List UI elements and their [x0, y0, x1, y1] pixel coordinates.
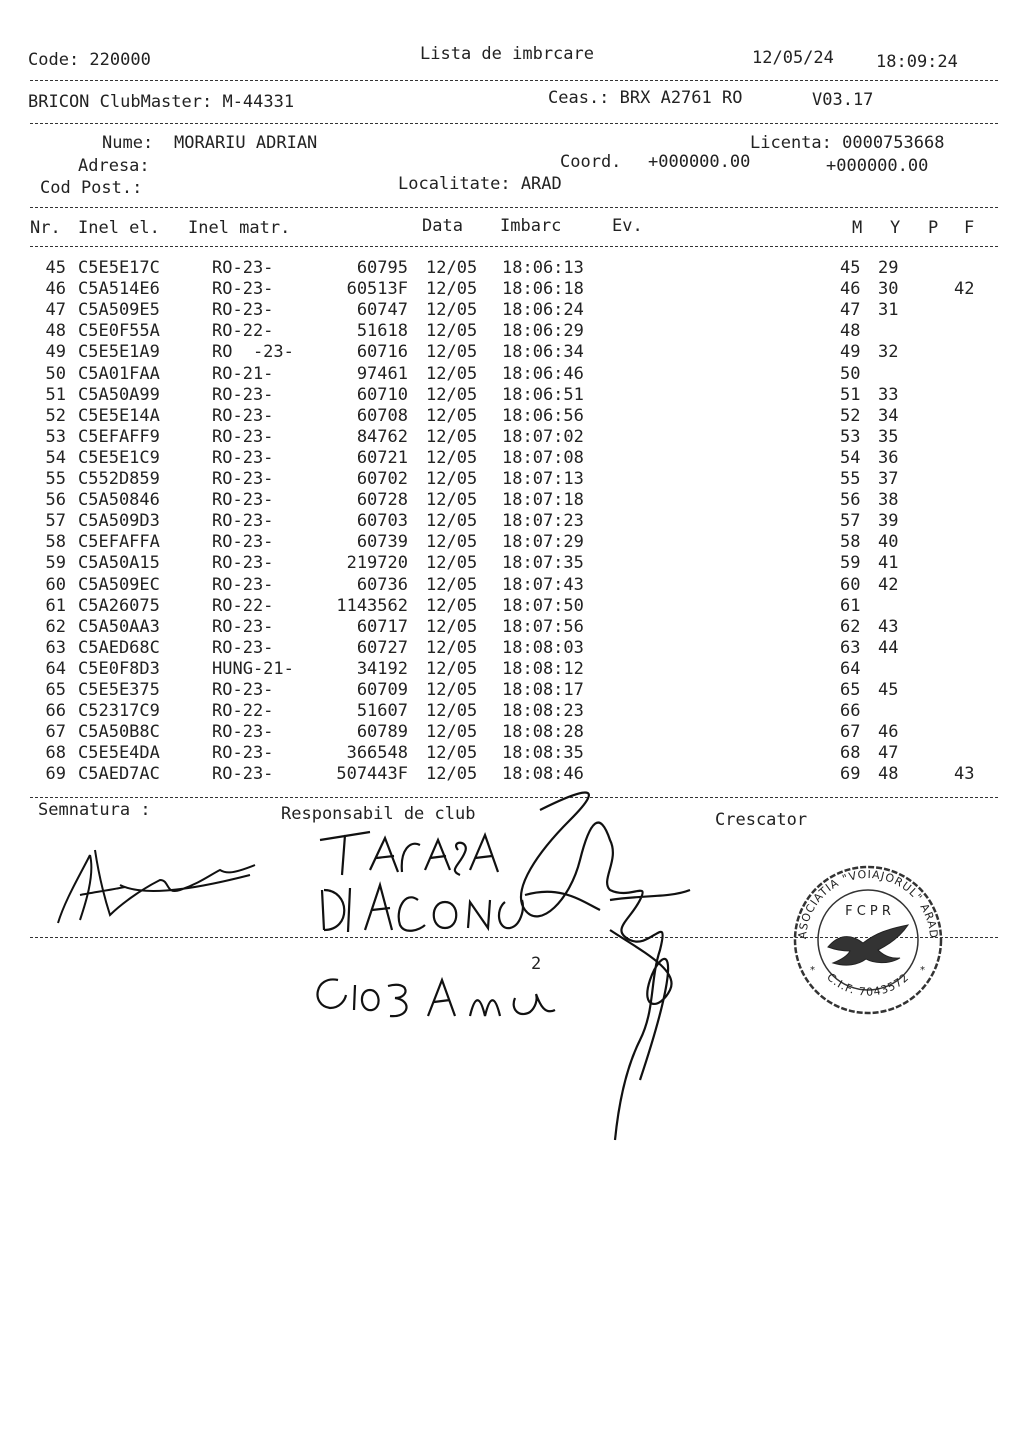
row-ring-number: 60728: [356, 490, 408, 511]
table-row: [0, 680, 1024, 701]
row-y: 31: [878, 300, 899, 321]
row-nr: 53: [45, 426, 66, 447]
row-m: 56: [840, 490, 861, 511]
row-arrival-time: 18:08:17: [502, 680, 584, 700]
row-arrival-time: 18:07:43: [502, 574, 584, 595]
row-m: 60: [840, 574, 861, 595]
row-m: 59: [840, 553, 861, 574]
table-row: [0, 722, 1024, 743]
row-m: 61: [840, 595, 861, 616]
stamp-middle-text: F C P R: [845, 904, 891, 919]
table-row: [0, 448, 1024, 469]
row-ring-number: 60716: [356, 342, 408, 363]
row-m: 52: [840, 405, 861, 426]
row-date: 12/05: [426, 384, 478, 405]
row-electronic-ring: C5A509D3: [78, 511, 160, 532]
row-nr: 59: [45, 553, 66, 574]
row-electronic-ring: C52317C9: [78, 701, 160, 722]
row-y: 47: [878, 743, 899, 764]
row-f: 42: [954, 279, 975, 300]
row-date: 12/05: [426, 658, 478, 679]
coord-latitude: +000000.00: [648, 152, 751, 172]
row-ring-prefix: RO-23-: [212, 680, 274, 700]
row-ring-number: 60702: [356, 469, 408, 489]
row-y: 38: [878, 490, 899, 511]
divider: [30, 80, 998, 81]
row-arrival-time: 18:07:18: [502, 490, 584, 511]
table-row: [0, 385, 1024, 406]
row-m: 65: [840, 680, 861, 700]
row-y: 29: [878, 258, 899, 278]
table-row: [0, 469, 1024, 490]
col-y: Y: [890, 218, 901, 238]
row-arrival-time: 18:07:56: [502, 616, 584, 637]
locality: Localitate: ARAD: [398, 174, 562, 194]
table-row: [0, 659, 1024, 680]
row-date: 12/05: [426, 469, 478, 489]
row-m: 47: [840, 300, 861, 321]
row-f: 43: [954, 764, 975, 785]
row-ring-number: 84762: [356, 426, 408, 447]
row-electronic-ring: C5EFAFFA: [78, 532, 160, 553]
row-ring-number: 219720: [346, 553, 408, 574]
row-date: 12/05: [426, 363, 478, 384]
svg-text:*: *: [920, 965, 925, 976]
row-nr: 56: [45, 490, 66, 511]
table-row: [0, 575, 1024, 596]
row-nr: 54: [45, 447, 66, 468]
row-electronic-ring: C5A509E5: [78, 300, 160, 321]
row-ring-prefix: RO-23-: [212, 426, 274, 447]
row-ring-number: 60709: [356, 680, 408, 700]
row-m: 63: [840, 637, 861, 658]
row-ring-number: 366548: [346, 743, 408, 764]
row-ring-prefix: RO-23-: [212, 490, 274, 511]
row-y: 37: [878, 469, 899, 489]
row-date: 12/05: [426, 342, 478, 363]
table-row: [0, 743, 1024, 764]
stamp-top-text: ASOCIATIA "VOIAJORUL" ARAD: [795, 867, 941, 940]
row-m: 54: [840, 447, 861, 468]
row-ring-prefix: RO-23-: [212, 511, 274, 532]
row-ring-prefix: RO-23-: [212, 532, 274, 553]
code-label: Code: 220000: [28, 50, 151, 70]
row-ring-prefix: RO-23-: [212, 616, 274, 637]
row-m: 49: [840, 342, 861, 363]
row-nr: 60: [45, 574, 66, 595]
row-ring-prefix: RO-23-: [212, 722, 274, 743]
coord-label: Coord.: [560, 152, 622, 172]
row-ring-prefix: RO -23-: [212, 342, 294, 363]
stamp-bottom-text: C.I.F. 7043572: [824, 970, 912, 999]
row-electronic-ring: C5A509EC: [78, 574, 160, 595]
row-m: 67: [840, 722, 861, 743]
row-arrival-time: 18:08:12: [502, 658, 584, 679]
row-m: 62: [840, 616, 861, 637]
row-date: 12/05: [426, 743, 478, 764]
table-row: [0, 638, 1024, 659]
row-nr: 47: [45, 300, 66, 321]
col-ev: Ev.: [612, 216, 643, 236]
svg-text:*: *: [810, 965, 815, 976]
adresa-label: Adresa:: [78, 156, 150, 176]
row-date: 12/05: [426, 701, 478, 722]
row-electronic-ring: C5E5E4DA: [78, 743, 160, 764]
row-electronic-ring: C5E5E1A9: [78, 342, 160, 363]
row-nr: 69: [45, 764, 66, 785]
table-row: [0, 511, 1024, 532]
row-ring-number: 60513F: [346, 279, 408, 300]
row-ring-prefix: RO-23-: [212, 743, 274, 764]
row-ring-number: 51607: [356, 701, 408, 722]
row-ring-prefix: RO-23-: [212, 447, 274, 468]
row-nr: 55: [45, 469, 66, 489]
row-arrival-time: 18:06:18: [502, 279, 584, 300]
table-row: [0, 364, 1024, 385]
row-y: 34: [878, 405, 899, 426]
row-nr: 61: [45, 595, 66, 616]
row-nr: 66: [45, 701, 66, 722]
row-date: 12/05: [426, 279, 478, 300]
col-nr: Nr.: [30, 218, 61, 238]
row-m: 53: [840, 426, 861, 447]
owner-name: MORARIU ADRIAN: [174, 133, 318, 153]
row-electronic-ring: C5A01FAA: [78, 363, 160, 384]
row-ring-number: 60708: [356, 405, 408, 426]
row-nr: 65: [45, 680, 66, 700]
row-nr: 68: [45, 743, 66, 764]
row-m: 46: [840, 279, 861, 300]
row-arrival-time: 18:08:35: [502, 743, 584, 764]
row-nr: 64: [45, 658, 66, 679]
row-ring-number: 60795: [356, 258, 408, 278]
pigeon-icon: [828, 925, 908, 965]
row-m: 51: [840, 384, 861, 405]
row-date: 12/05: [426, 532, 478, 553]
row-y: 43: [878, 616, 899, 637]
table-row: [0, 427, 1024, 448]
row-y: 44: [878, 637, 899, 658]
license-number: Licenta: 0000753668: [750, 133, 945, 153]
row-arrival-time: 18:07:08: [502, 447, 584, 468]
row-ring-number: 60736: [356, 574, 408, 595]
table-row: [0, 490, 1024, 511]
row-arrival-time: 18:07:02: [502, 426, 584, 447]
row-date: 12/05: [426, 511, 478, 532]
club-responsible-label: Responsabil de club: [281, 804, 476, 824]
table-row: [0, 617, 1024, 638]
row-nr: 51: [45, 384, 66, 405]
row-electronic-ring: C5E0F55A: [78, 321, 160, 342]
row-nr: 63: [45, 637, 66, 658]
row-m: 57: [840, 511, 861, 532]
row-ring-prefix: RO-23-: [212, 469, 274, 489]
coord-longitude: +000000.00: [826, 156, 929, 176]
row-m: 48: [840, 321, 861, 342]
row-date: 12/05: [426, 447, 478, 468]
row-electronic-ring: C5A50A99: [78, 384, 160, 405]
row-arrival-time: 18:07:50: [502, 595, 584, 616]
table-row: [0, 596, 1024, 617]
row-electronic-ring: C5A50AA3: [78, 616, 160, 637]
row-y: 42: [878, 574, 899, 595]
row-electronic-ring: C5E5E1C9: [78, 447, 160, 468]
row-arrival-time: 18:06:51: [502, 384, 584, 405]
signature-label: Semnatura :: [38, 800, 151, 820]
row-m: 45: [840, 258, 861, 278]
col-f: F: [964, 218, 975, 238]
row-y: 45: [878, 680, 899, 700]
table-row: [0, 279, 1024, 300]
row-y: 39: [878, 511, 899, 532]
row-ring-prefix: RO-23-: [212, 405, 274, 426]
row-ring-prefix: RO-23-: [212, 637, 274, 658]
row-arrival-time: 18:07:29: [502, 532, 584, 553]
row-ring-number: 60739: [356, 532, 408, 553]
row-y: 35: [878, 426, 899, 447]
row-date: 12/05: [426, 426, 478, 447]
row-date: 12/05: [426, 574, 478, 595]
print-date: 12/05/24: [752, 48, 834, 68]
row-date: 12/05: [426, 405, 478, 426]
row-nr: 50: [45, 363, 66, 384]
row-y: 32: [878, 342, 899, 363]
handwritten-names: [310, 780, 790, 1150]
row-arrival-time: 18:06:46: [502, 363, 584, 384]
row-y: 41: [878, 553, 899, 574]
version-info: V03.17: [812, 90, 874, 110]
print-time: 18:09:24: [876, 52, 958, 72]
row-electronic-ring: C5A50B8C: [78, 722, 160, 743]
col-inel-matr: Inel matr.: [188, 218, 291, 238]
row-ring-number: 1143562: [336, 595, 408, 616]
row-ring-prefix: RO-22-: [212, 701, 274, 722]
col-p: P: [928, 218, 939, 238]
row-ring-prefix: RO-23-: [212, 574, 274, 595]
row-y: 46: [878, 722, 899, 743]
row-m: 68: [840, 743, 861, 764]
row-ring-number: 60727: [356, 637, 408, 658]
row-ring-prefix: RO-23-: [212, 300, 274, 321]
owner-signature: [50, 835, 270, 925]
row-nr: 57: [45, 511, 66, 532]
row-nr: 52: [45, 405, 66, 426]
row-y: 40: [878, 532, 899, 553]
row-arrival-time: 18:08:23: [502, 701, 584, 722]
row-arrival-time: 18:08:03: [502, 637, 584, 658]
col-imbarc: Imbarc: [500, 216, 562, 236]
divider: [30, 123, 998, 124]
row-ring-number: 60710: [356, 384, 408, 405]
row-electronic-ring: C5A50846: [78, 490, 160, 511]
row-ring-number: 97461: [356, 363, 408, 384]
row-ring-number: 60717: [356, 616, 408, 637]
col-data: Data: [422, 216, 463, 236]
clubmaster-info: BRICON ClubMaster: M-44331: [28, 92, 295, 112]
row-m: 64: [840, 658, 861, 679]
row-electronic-ring: C5E0F8D3: [78, 658, 160, 679]
row-date: 12/05: [426, 637, 478, 658]
row-date: 12/05: [426, 595, 478, 616]
row-arrival-time: 18:06:24: [502, 300, 584, 321]
row-y: 33: [878, 384, 899, 405]
svg-text:C.I.F. 7043572: [824, 971, 912, 999]
row-electronic-ring: C5A26075: [78, 595, 160, 616]
divider: [30, 246, 998, 247]
row-ring-number: 60703: [356, 511, 408, 532]
nume-label: Nume:: [102, 133, 154, 153]
row-date: 12/05: [426, 616, 478, 637]
row-arrival-time: 18:07:13: [502, 469, 584, 489]
table-row: [0, 553, 1024, 574]
row-ring-number: 507443F: [336, 764, 408, 785]
row-arrival-time: 18:06:13: [502, 258, 584, 278]
page-number: 2: [531, 954, 542, 974]
row-y: 36: [878, 447, 899, 468]
row-nr: 46: [45, 279, 66, 300]
col-inel-el: Inel el.: [78, 218, 160, 238]
row-nr: 58: [45, 532, 66, 553]
row-date: 12/05: [426, 490, 478, 511]
row-date: 12/05: [426, 680, 478, 700]
row-date: 12/05: [426, 764, 478, 785]
row-m: 50: [840, 363, 861, 384]
row-arrival-time: 18:06:56: [502, 405, 584, 426]
row-arrival-time: 18:06:34: [502, 342, 584, 363]
divider: [30, 207, 998, 208]
row-date: 12/05: [426, 258, 478, 278]
breeder-label: Crescator: [715, 810, 808, 830]
row-date: 12/05: [426, 553, 478, 574]
row-electronic-ring: C5A50A15: [78, 553, 160, 574]
row-ring-number: 51618: [356, 321, 408, 342]
row-ring-prefix: HUNG-21-: [212, 658, 294, 679]
row-ring-number: 60721: [356, 447, 408, 468]
row-nr: 49: [45, 342, 66, 363]
row-electronic-ring: C5A514E6: [78, 279, 160, 300]
clock-info: Ceas.: BRX A2761 RO: [548, 88, 743, 108]
table-row: [0, 342, 1024, 363]
row-ring-prefix: RO-22-: [212, 321, 274, 342]
row-electronic-ring: C5E5E14A: [78, 405, 160, 426]
row-ring-prefix: RO-23-: [212, 553, 274, 574]
table-row: [0, 406, 1024, 427]
row-date: 12/05: [426, 300, 478, 321]
row-arrival-time: 18:07:35: [502, 553, 584, 574]
document-title: Lista de imbrcare: [420, 44, 594, 64]
row-m: 55: [840, 469, 861, 489]
row-arrival-time: 18:07:23: [502, 511, 584, 532]
row-nr: 45: [45, 258, 66, 278]
row-arrival-time: 18:08:46: [502, 764, 584, 785]
row-ring-number: 60789: [356, 722, 408, 743]
row-electronic-ring: C5AED7AC: [78, 764, 160, 785]
row-y: 30: [878, 279, 899, 300]
col-m: M: [852, 218, 863, 238]
row-m: 66: [840, 701, 861, 722]
row-electronic-ring: C5AED68C: [78, 637, 160, 658]
row-date: 12/05: [426, 722, 478, 743]
row-arrival-time: 18:06:29: [502, 321, 584, 342]
row-nr: 62: [45, 616, 66, 637]
row-ring-prefix: RO-22-: [212, 595, 274, 616]
table-row: [0, 532, 1024, 553]
cod-post-label: Cod Post.:: [40, 178, 143, 198]
table-row: [0, 321, 1024, 342]
row-electronic-ring: C5EFAFF9: [78, 426, 160, 447]
row-ring-prefix: RO-21-: [212, 363, 274, 384]
row-m: 69: [840, 764, 861, 785]
table-row: [0, 300, 1024, 321]
row-ring-prefix: RO-23-: [212, 258, 274, 278]
row-ring-number: 60747: [356, 300, 408, 321]
row-electronic-ring: C5E5E17C: [78, 258, 160, 278]
row-date: 12/05: [426, 321, 478, 342]
row-ring-prefix: RO-23-: [212, 384, 274, 405]
row-electronic-ring: C552D859: [78, 469, 160, 489]
association-stamp: [788, 855, 948, 1025]
row-nr: 48: [45, 321, 66, 342]
row-ring-prefix: RO-23-: [212, 764, 274, 785]
row-y: 48: [878, 764, 899, 785]
row-nr: 67: [45, 722, 66, 743]
row-electronic-ring: C5E5E375: [78, 680, 160, 700]
table-row: [0, 258, 1024, 279]
row-m: 58: [840, 532, 861, 553]
table-row: [0, 701, 1024, 722]
row-ring-prefix: RO-23-: [212, 279, 274, 300]
row-ring-number: 34192: [356, 658, 408, 679]
row-arrival-time: 18:08:28: [502, 722, 584, 743]
